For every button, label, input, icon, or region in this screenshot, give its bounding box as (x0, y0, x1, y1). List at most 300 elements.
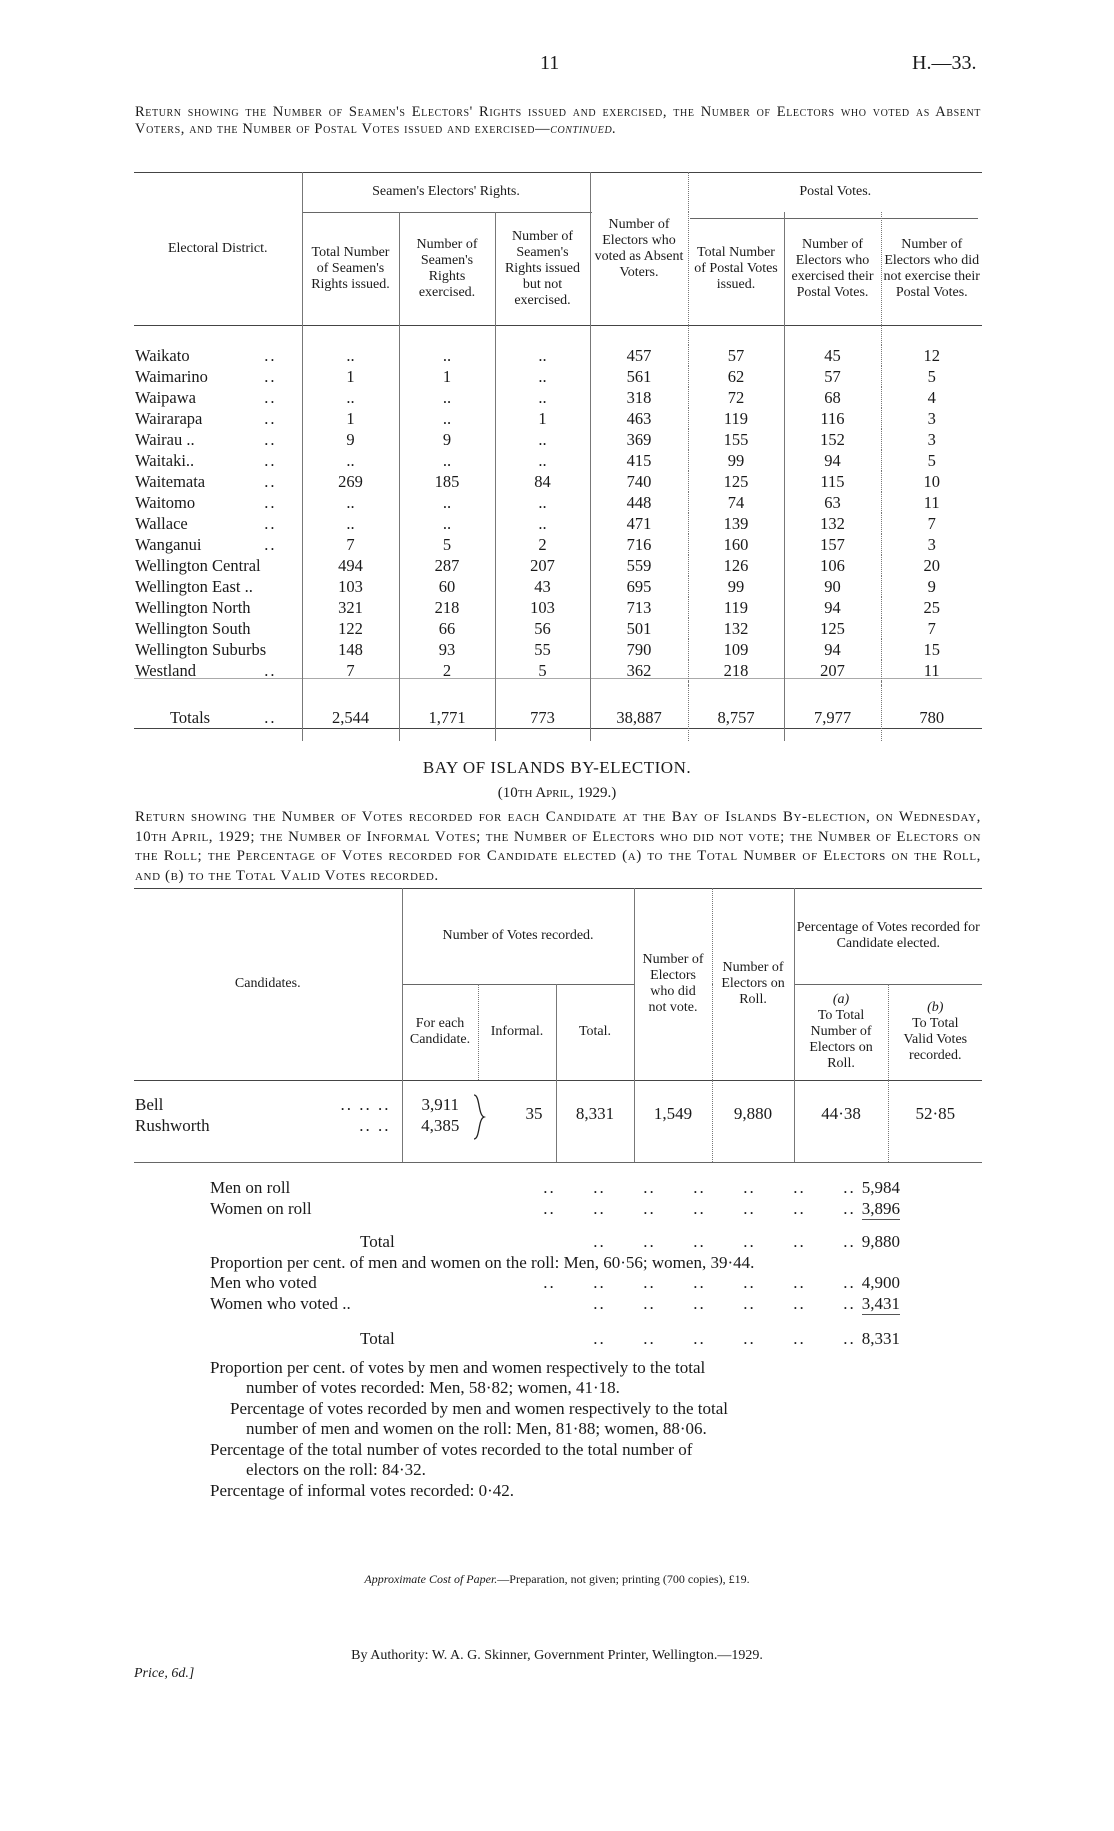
men-on-roll-value: 5,984 (861, 1178, 900, 1197)
district-label (135, 367, 301, 386)
district-label (135, 388, 301, 407)
seamen-rights-exercised: .. (399, 408, 495, 429)
postal-issued: 99 (688, 450, 784, 471)
spacer-cell (495, 325, 590, 345)
seamen-total-rights: 103 (302, 576, 399, 597)
absent-voters: 501 (590, 618, 688, 639)
absent-voters: 318 (590, 387, 688, 408)
seamen-total-rights: 269 (302, 471, 399, 492)
district-label (135, 514, 301, 533)
postal-exercised: 115 (784, 471, 881, 492)
postal-exercised: 152 (784, 429, 881, 450)
spacer-cell (784, 325, 881, 345)
postal-not-exercised: 3 (927, 409, 936, 428)
postal-issued: 8,757 (688, 685, 784, 741)
candidate-names-cell (134, 1080, 402, 1162)
table-row (134, 534, 982, 555)
seamen-return-title-continued: continued. (550, 121, 617, 137)
absent-voters: 716 (590, 534, 688, 555)
col-pct-b-label: (b) (927, 1000, 944, 1015)
totals-row (134, 685, 982, 741)
candidate-name: Bell (135, 1095, 164, 1114)
seamen-rights-exercised: 1,771 (399, 685, 495, 741)
postal-issued: 139 (688, 513, 784, 534)
seamen-rights-exercised: 287 (399, 555, 495, 576)
leader-dots: .. (264, 346, 277, 365)
seamen-total-rights: 7 (302, 534, 399, 555)
percentage-total-line2: electors on the roll: 84·32. (246, 1460, 426, 1479)
on-roll: 9,880 (712, 1080, 794, 1162)
col-group-seamen: Seamen's Electors' Rights. (302, 172, 590, 212)
district-cell (134, 513, 302, 534)
district-label (135, 493, 301, 512)
seamen-rights-exercised: .. (399, 345, 495, 366)
postal-exercised: 94 (784, 639, 881, 660)
col-absent-voters: Number of Electors who voted as Absent Voters. (590, 172, 688, 325)
district-name: Waikato (135, 346, 190, 365)
pct-a-value: 44·38 (794, 1080, 888, 1162)
table-row (134, 492, 982, 513)
percentage-informal: Percentage of informal votes recorded: 0·42. (210, 1480, 514, 1500)
district-name: Waitaki.. (135, 451, 195, 470)
authority-line: By Authority: W. A. G. Skinner, Government Printer, Wellington.—1929. (351, 1648, 763, 1663)
district-cell (134, 639, 302, 660)
cost-text: —Preparation, not given; printing (700 copies), £19. (497, 1572, 750, 1586)
leader-dots: .. .. .. .. .. .. (593, 1329, 856, 1348)
postal-issued: 218 (688, 660, 784, 681)
men-voted-value: 4,900 (861, 1273, 900, 1292)
postal-issued: 126 (688, 555, 784, 576)
district-name: Wellington East .. (135, 577, 253, 596)
postal-not-exercised: 5 (927, 367, 936, 386)
district-name: Waimarino (135, 367, 208, 386)
absent-voters: 713 (590, 597, 688, 618)
seamen-total-rights: .. (302, 492, 399, 513)
table-row (134, 366, 982, 387)
district-label (135, 451, 301, 470)
district-label (135, 661, 301, 680)
seamen-total-rights: 9 (302, 429, 399, 450)
district-cell (134, 660, 302, 681)
district-cell (134, 345, 302, 366)
seamen-rights-exercised: 2 (399, 660, 495, 681)
seamen-rights-exercised: .. (399, 513, 495, 534)
col-pct-a-label: (a) (832, 992, 850, 1007)
leader-dots: .. (264, 514, 277, 533)
col-postal-exercised: Number of Electors who exercised their Postal Votes. (784, 212, 881, 325)
district-name: Waitemata (135, 472, 206, 491)
absent-voters: 415 (590, 450, 688, 471)
absent-voters: 457 (590, 345, 688, 366)
spacer-row (134, 325, 982, 345)
seamen-rights-not-exercised: 2 (495, 534, 590, 555)
district-label (135, 598, 301, 617)
totals-label: Totals (170, 708, 211, 727)
district-label (135, 640, 301, 659)
seamen-total-rights: 1 (302, 408, 399, 429)
table-row (134, 345, 982, 366)
leader-dots: .. (264, 493, 277, 512)
table-row (134, 618, 982, 639)
postal-not-exercised: 12 (923, 346, 940, 365)
table-row (134, 408, 982, 429)
total-votes: 8,331 (556, 1080, 634, 1162)
postal-exercised: 90 (784, 576, 881, 597)
roll-total-label: Total (360, 1232, 395, 1251)
postal-not-exercised: 3 (927, 535, 936, 554)
postal-exercised: 106 (784, 555, 881, 576)
absent-voters: 369 (590, 429, 688, 450)
leader-dots: .. (264, 367, 277, 386)
table-row (134, 471, 982, 492)
district-label (135, 409, 301, 428)
col-for-each-candidate: For each Candidate. (402, 984, 478, 1080)
col-candidates: Candidates. (134, 888, 402, 1080)
postal-issued: 74 (688, 492, 784, 513)
men-voted-line (210, 1273, 900, 1294)
seamen-rights-exercised: 185 (399, 471, 495, 492)
candidate-leader-dots: .. .. (359, 1116, 391, 1135)
col-pct-a-text: To Total Number of Electors on Roll. (809, 1008, 873, 1071)
table-row (134, 513, 982, 534)
spacer-cell (590, 325, 688, 345)
candidate-votes: 3,911 (421, 1095, 460, 1114)
col-group-postal: Postal Votes. (799, 184, 872, 199)
postal-issued: 109 (688, 639, 784, 660)
spacer-cell (399, 325, 495, 345)
seamen-rights-exercised: .. (399, 387, 495, 408)
proportion-votes-line1: Proportion per cent. of votes by men and women respectively to the total (210, 1357, 706, 1377)
postal-exercised: 94 (784, 597, 881, 618)
leader-dots: .. (264, 535, 277, 554)
candidate-row-bell (135, 1094, 401, 1115)
postal-issued: 119 (688, 597, 784, 618)
seamen-total-rights: 7 (302, 660, 399, 681)
postal-not-exercised: 5 (927, 451, 936, 470)
women-on-roll-value: 3,896 (862, 1199, 900, 1221)
voted-total-label: Total (360, 1329, 395, 1348)
postal-not-exercised: 780 (919, 708, 945, 727)
proportion-votes-line2: number of votes recorded: Men, 58·82; women, 41·18. (246, 1378, 620, 1397)
leader-dots: .. (264, 472, 277, 491)
postal-not-exercised: 15 (923, 640, 940, 659)
postal-not-exercised: 3 (927, 430, 936, 449)
spacer-cell (134, 325, 302, 345)
col-postal-not-exercised: Number of Electors who did not exercise their Postal Votes. (883, 236, 980, 300)
absent-voters: 790 (590, 639, 688, 660)
seamen-rights-not-exercised: .. (495, 366, 590, 387)
seamen-total-rights: .. (302, 513, 399, 534)
pct-b-value: 52·85 (915, 1104, 956, 1123)
col-group-pct: Percentage of Votes recorded for Candidate elected. (796, 920, 980, 951)
seamen-table-body (134, 325, 982, 741)
men-on-roll-label: Men on roll (210, 1178, 291, 1197)
absent-voters: 471 (590, 513, 688, 534)
table-row (134, 450, 982, 471)
by-election-return-title: Return showing the Number of Votes recorded for each Candidate at the Bay of Islands By-election, on Wednesday, 10th April, 1929; the Number of Informal Votes; the Number of Electors who did not vote; the Number of Electors on the Roll; the Percentage of Votes recorded for Candidate elected (a) to the Total Number of Electors on the Roll, and (b) to the Total Valid Votes recorded. (135, 809, 981, 884)
seamen-rights-not-exercised: .. (495, 492, 590, 513)
postal-not-exercised: 25 (923, 598, 940, 617)
summary-paragraphs (210, 1358, 850, 1502)
postal-exercised: 125 (784, 618, 881, 639)
seamen-rights-exercised: 9 (399, 429, 495, 450)
postal-issued: 119 (688, 408, 784, 429)
district-cell (134, 429, 302, 450)
seamen-rights-not-exercised: .. (495, 345, 590, 366)
col-electoral-district: Electoral District. (134, 172, 302, 325)
informal-cell (478, 1080, 556, 1162)
col-total: Total. (556, 984, 634, 1080)
postal-exercised: 68 (784, 387, 881, 408)
postal-exercised: 63 (784, 492, 881, 513)
leader-dots: .. (264, 451, 277, 470)
district-label (135, 472, 301, 491)
candidate-votes: 4,385 (421, 1116, 460, 1135)
postal-issued: 132 (688, 618, 784, 639)
seamen-rights-not-exercised: 84 (495, 471, 590, 492)
seamen-rights-exercised: 60 (399, 576, 495, 597)
proportion-roll: Proportion per cent. of men and women on the roll: Men, 60·56; women, 39·44. (210, 1252, 755, 1272)
roll-total-value: 9,880 (861, 1232, 900, 1251)
district-name: Wallace (135, 514, 188, 533)
spacer-cell (881, 325, 982, 345)
seamen-total-rights: 494 (302, 555, 399, 576)
postal-not-exercised: 9 (927, 577, 936, 596)
seamen-return-title (135, 104, 981, 138)
table-row (134, 429, 982, 450)
by-election-date: (10th April, 1929.) (497, 785, 617, 801)
voted-total-line (210, 1329, 900, 1350)
seamen-rights-exercised: 218 (399, 597, 495, 618)
postal-exercised: 116 (784, 408, 881, 429)
district-cell (134, 555, 302, 576)
postal-exercised: 45 (784, 345, 881, 366)
postal-not-exercised: 11 (923, 661, 940, 680)
postal-issued: 57 (688, 345, 784, 366)
postal-issued: 160 (688, 534, 784, 555)
summary-block (210, 1178, 900, 1501)
district-name: Wairau .. (135, 430, 195, 449)
seamen-rights-not-exercised: .. (495, 513, 590, 534)
leader-dots: .. .. .. .. .. .. .. (543, 1198, 856, 1218)
district-name: Wairarapa (135, 409, 203, 428)
seamen-total-rights: 1 (302, 366, 399, 387)
seamen-total-rights: 2,544 (302, 685, 399, 741)
seamen-return-title-main: Return showing the Number of Seamen's Electors' Rights issued and exercised, the Number of Electors who voted as Absent Voters, and the Number of Postal Votes issued and exercised— (135, 104, 981, 137)
spacer-cell (302, 325, 399, 345)
table-row (134, 576, 982, 597)
leader-dots: .. (264, 388, 277, 407)
district-name: Wellington North (135, 598, 251, 617)
col-total-rights: Total Number of Seamen's Rights issued. (302, 212, 399, 325)
district-cell (134, 366, 302, 387)
did-not-vote: 1,549 (634, 1080, 712, 1162)
voted-total-value: 8,331 (861, 1329, 900, 1348)
district-cell (134, 471, 302, 492)
district-name: Waipawa (135, 388, 196, 407)
leader-dots: .. (264, 409, 277, 428)
col-postal-issued: Total Number of Postal Votes issued. (688, 212, 784, 325)
seamen-total-rights: .. (302, 345, 399, 366)
seamen-rights-exercised: .. (399, 492, 495, 513)
col-did-not-vote: Number of Electors who did not vote. (634, 888, 712, 1080)
col-on-roll: Number of Electors on Roll. (712, 888, 794, 1080)
table-row (134, 597, 982, 618)
women-on-roll-line (210, 1199, 900, 1221)
cost-of-paper (0, 1572, 1114, 1587)
postal-exercised: 157 (784, 534, 881, 555)
district-name: Westland (135, 661, 196, 680)
seamen-total-rights: 148 (302, 639, 399, 660)
seamen-total-rights: .. (302, 450, 399, 471)
seamen-table (134, 172, 982, 741)
absent-voters: 362 (590, 660, 688, 681)
candidate-votes-cell (402, 1080, 478, 1162)
absent-voters: 448 (590, 492, 688, 513)
seamen-rights-exercised: 1 (399, 366, 495, 387)
leader-dots: .. .. .. .. .. .. .. (543, 1178, 856, 1197)
candidates-table-bottom-rule (134, 1162, 982, 1163)
men-on-roll-line (210, 1178, 900, 1199)
table-row (134, 639, 982, 660)
postal-not-exercised: 20 (923, 556, 940, 575)
seamen-rights-not-exercised: 56 (495, 618, 590, 639)
candidates-table (134, 888, 982, 1162)
cost-label: Approximate Cost of Paper. (364, 1572, 498, 1586)
postal-issued: 125 (688, 471, 784, 492)
women-voted-value: 3,431 (862, 1294, 900, 1316)
postal-not-exercised: 11 (923, 493, 940, 512)
seamen-rights-exercised: 66 (399, 618, 495, 639)
leader-dots: .. .. .. .. .. .. (593, 1293, 856, 1313)
col-rights-not-exercised: Number of Seamen's Rights issued but not exercised. (495, 212, 590, 325)
paper-reference: H.—33. (912, 52, 977, 74)
district-label (135, 346, 301, 365)
page-number: 11 (540, 52, 560, 74)
district-name: Wellington South (135, 619, 251, 638)
postal-exercised: 57 (784, 366, 881, 387)
district-cell (134, 492, 302, 513)
percentage-men-women-line1: Percentage of votes recorded by men and women respectively to the total (230, 1398, 729, 1418)
seamen-total-rights: 122 (302, 618, 399, 639)
district-cell (134, 685, 302, 741)
district-label (135, 577, 301, 596)
col-pct-b-text: To Total Valid Votes recorded. (903, 1016, 968, 1063)
candidate-row-rushworth (135, 1115, 401, 1136)
roll-total-line (210, 1232, 900, 1253)
postal-not-exercised: 7 (927, 514, 936, 533)
seamen-rights-exercised: 93 (399, 639, 495, 660)
seamen-total-rights: 321 (302, 597, 399, 618)
postal-issued: 62 (688, 366, 784, 387)
postal-exercised: 94 (784, 450, 881, 471)
postal-exercised: 207 (784, 660, 881, 681)
women-voted-label: Women who voted .. (210, 1293, 351, 1313)
district-label (135, 619, 301, 638)
table-row (134, 387, 982, 408)
seamen-rights-not-exercised: 43 (495, 576, 590, 597)
district-cell (134, 408, 302, 429)
percentage-men-women-line2: number of men and women on the roll: Men, 81·88; women, 88·06. (246, 1419, 707, 1438)
postal-issued: 155 (688, 429, 784, 450)
seamen-rights-not-exercised: 773 (495, 685, 590, 741)
table-row (134, 660, 982, 681)
brace-icon (472, 1094, 486, 1140)
district-cell (134, 387, 302, 408)
district-label (135, 535, 301, 554)
postal-issued: 99 (688, 576, 784, 597)
district-cell (134, 576, 302, 597)
district-cell (134, 534, 302, 555)
postal-not-exercised: 10 (923, 472, 940, 491)
women-on-roll-label: Women on roll (210, 1198, 312, 1218)
district-name: Wanganui (135, 535, 202, 554)
seamen-rights-exercised: 5 (399, 534, 495, 555)
seamen-total-rights: .. (302, 387, 399, 408)
men-voted-label: Men who voted (210, 1273, 317, 1292)
col-pct-b (888, 984, 982, 1080)
absent-voters: 740 (590, 471, 688, 492)
district-cell (134, 618, 302, 639)
percentage-total-line1: Percentage of the total number of votes recorded to the total number of (210, 1439, 693, 1459)
district-label (170, 708, 301, 727)
district-label (135, 556, 301, 575)
seamen-rights-not-exercised: 103 (495, 597, 590, 618)
women-voted-line (210, 1294, 900, 1316)
seamen-rights-exercised: .. (399, 450, 495, 471)
seamen-rights-not-exercised: .. (495, 387, 590, 408)
leader-dots: .. .. .. .. .. .. .. (543, 1273, 856, 1292)
district-name: Wellington Suburbs (135, 640, 267, 659)
postal-exercised: 7,977 (784, 685, 881, 741)
table-row (134, 555, 982, 576)
postal-not-exercised: 4 (927, 388, 936, 407)
absent-voters: 559 (590, 555, 688, 576)
leader-dots: .. (264, 661, 277, 680)
absent-voters: 463 (590, 408, 688, 429)
col-informal: Informal. (478, 984, 556, 1080)
absent-voters: 561 (590, 366, 688, 387)
seamen-rights-not-exercised: .. (495, 429, 590, 450)
candidate-name: Rushworth (135, 1116, 210, 1135)
col-rights-exercised: Number of Seamen's Rights exercised. (399, 212, 495, 325)
col-pct-a (794, 984, 888, 1080)
postal-not-exercised: 7 (927, 619, 936, 638)
by-election-heading: BAY OF ISLANDS BY-ELECTION. (422, 758, 692, 777)
leader-dots: .. .. .. .. .. .. (593, 1232, 856, 1251)
postal-exercised: 132 (784, 513, 881, 534)
candidate-leader-dots: .. .. .. (340, 1095, 391, 1114)
informal-votes: 35 (525, 1104, 543, 1123)
district-label (135, 430, 301, 449)
district-cell (134, 450, 302, 471)
district-name: Waitomo (135, 493, 196, 512)
seamen-rights-not-exercised: 5 (495, 660, 590, 681)
seamen-rights-not-exercised: .. (495, 450, 590, 471)
leader-dots: .. (264, 708, 277, 727)
district-cell (134, 597, 302, 618)
district-name: Wellington Central (135, 556, 261, 575)
absent-voters: 38,887 (590, 685, 688, 741)
seamen-rights-not-exercised: 1 (495, 408, 590, 429)
price: Price, 6d.] (134, 1666, 195, 1681)
postal-issued: 72 (688, 387, 784, 408)
leader-dots: .. (264, 430, 277, 449)
spacer-cell (688, 325, 784, 345)
seamen-rights-not-exercised: 55 (495, 639, 590, 660)
col-group-votes: Number of Votes recorded. (402, 888, 634, 984)
absent-voters: 695 (590, 576, 688, 597)
